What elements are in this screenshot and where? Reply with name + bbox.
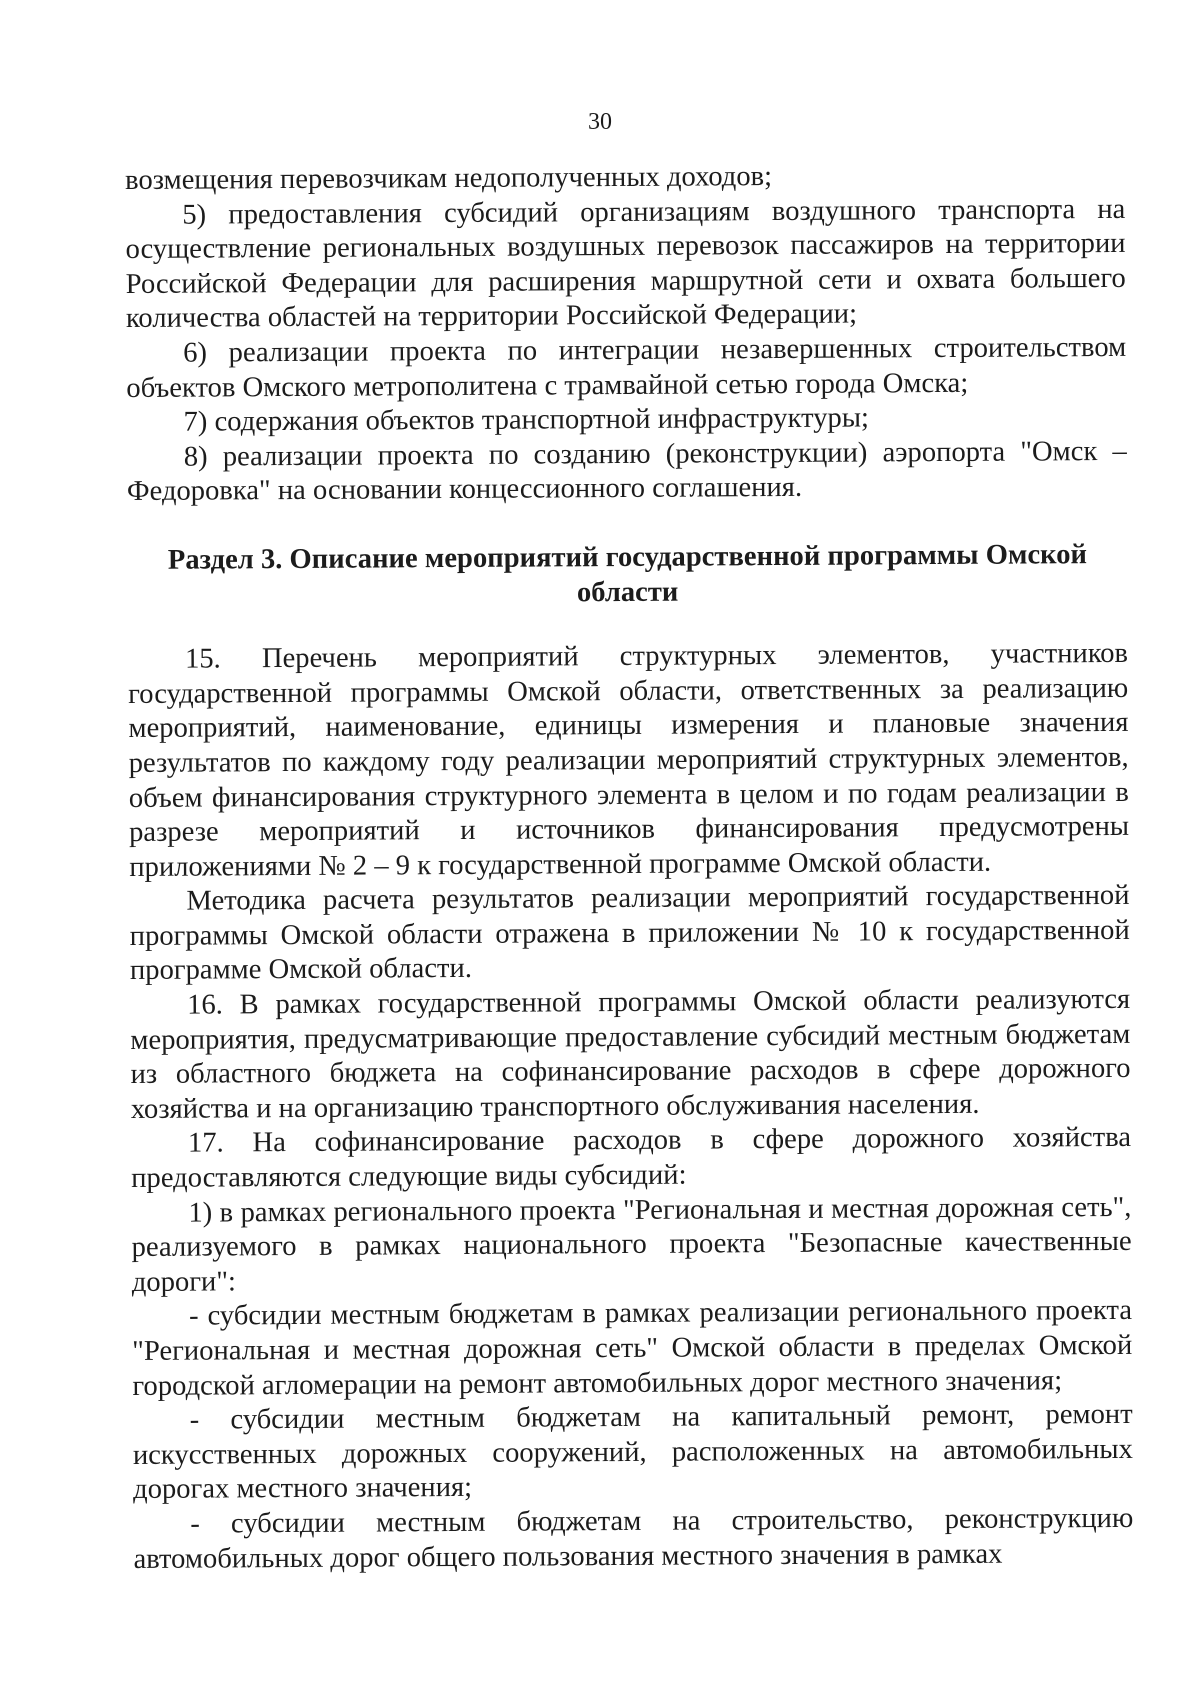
paragraph: - субсидии местным бюджетам на строительство, реконструкцию автомобильных дорог общего пользования местного значения в рамках	[133, 1502, 1134, 1575]
document-body	[125, 158, 1134, 1577]
paragraph: - субсидии местным бюджетам в рамках реализации регионального проекта "Региональная и местная дорожная сеть" Омской области в пределах Омской городской агломерации на ремонт автомобильных дорог местного значения;	[132, 1295, 1133, 1402]
paragraph: 6) реализации проекта по интеграции незавершенных строительством объектов Омского метрополитена с трамвайной сетью города Омска;	[126, 331, 1127, 404]
paragraph: возмещения перевозчикам недополученных доходов;	[125, 161, 773, 196]
paragraph: 7) содержания объектов транспортной инфраструктуры;	[183, 402, 870, 438]
section-heading: Раздел 3. Описание мероприятий государственной программы Омской области	[167, 539, 1088, 608]
page-number: 30	[588, 109, 612, 135]
paragraph: 1) в рамках регионального проекта "Региональная и местная дорожная сеть", реализуемого в рамках национального проекта "Безопасные качественные дороги":	[131, 1191, 1132, 1298]
paragraph: 17. На софинансирование расходов в сфере дорожного хозяйства предоставляются следующие виды субсидий:	[131, 1122, 1132, 1195]
paragraph: 16. В рамках государственной программы Омской области реализуются мероприятия, предусматривающие предоставление субсидий местным бюджетам из областного бюджета на софинансирование расходов в сфере дорожного хозяйства и на организацию транспортного обслуживания населения.	[130, 983, 1131, 1125]
paragraph: Методика расчета результатов реализации мероприятий государственной программы Омской области отражена в приложении № 10 к государственной программе Омской области.	[129, 880, 1130, 987]
paragraph: 15. Перечень мероприятий структурных элементов, участников государственной программы Омской области, ответственных за реализацию мероприятий, наименование, единицы измерения и плановые значения результатов по каждому году реализации мероприятий структурных элементов, объем финансирования структурного элемента в целом и по годам реализации в разрезе мероприятий и источников финансирования предусмотрены приложениями № 2 – 9 к государственной программе Омской области.	[128, 638, 1130, 883]
paragraph: 8) реализации проекта по созданию (реконструкции) аэропорта "Омск – Федоровка" на основании концессионного соглашения.	[126, 435, 1127, 508]
paragraph: 5) предоставления субсидий организациям воздушного транспорта на осуществление региональных воздушных перевозок пассажиров на территории Российской Федерации для расширения маршрутной сети и охвата большего количества областей на территории Российской Федерации;	[125, 193, 1126, 335]
paragraph: - субсидии местным бюджетам на капитальный ремонт, ремонт искусственных дорожных сооружений, расположенных на автомобильных дорогах местного значения;	[132, 1399, 1133, 1506]
